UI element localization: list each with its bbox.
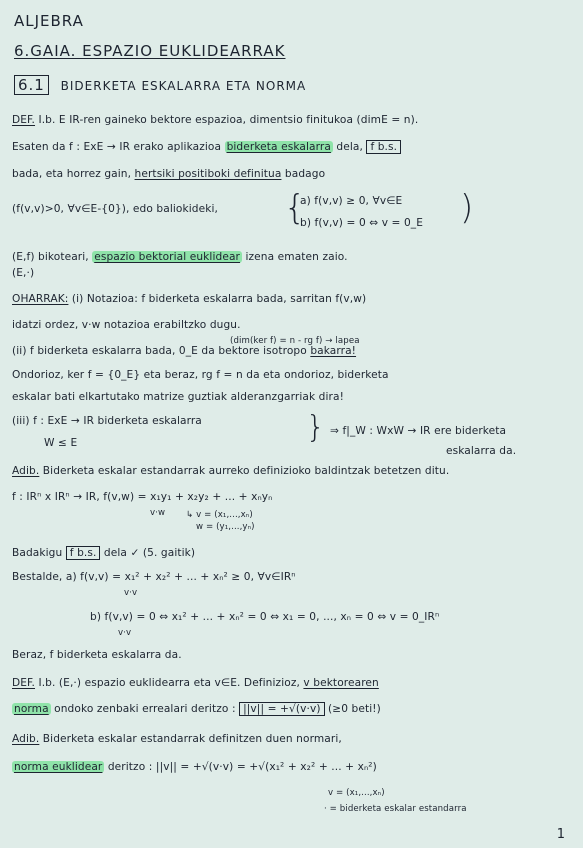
section-number: 6.1 — [14, 75, 49, 95]
note-3-line-1: (iii) f : ExE → IR biderketa eskalarra — [12, 415, 202, 427]
definition-text: I.b. E IR-ren gaineko bektore espazioa, dimentsio finitukoa (dimE = n). — [38, 114, 419, 126]
example-1-line-2: f : IRⁿ x IRⁿ → IR, f(v,w) = x₁y₁ + x₂y₂ + ... + xₙyₙ — [12, 491, 273, 503]
example-2-line-1 — [12, 732, 342, 746]
highlight-term: norma — [14, 703, 49, 715]
example-text: Biderketa eskalar estandarrak definitzen duen normari, — [42, 733, 342, 745]
definition-1-line-4: (f(v,v)>0, ∀v∈E-{0}), edo baliokideki, — [12, 203, 218, 215]
note-3-conclusion: ⇒ f|_W : WxW → IR ere biderketa — [330, 425, 507, 437]
dot-meaning: · = biderketa eskalar estandarra — [324, 804, 467, 814]
note-3-conclusion-cont: eskalarra da. — [446, 445, 517, 457]
norm-formula-box: ||v|| = +√(v·v) — [239, 702, 324, 716]
underlined-term: hertsiki positiboki definitua — [134, 168, 282, 180]
definition-1-line-6: (E,·) — [12, 267, 35, 279]
example-1-line-1 — [12, 464, 449, 478]
definition-1-line-2 — [12, 140, 401, 154]
chapter-title: 6.GAIA. ESPAZIO EUKLIDEARRAK — [14, 42, 286, 60]
example-text: dela ✓ (5. gaitik) — [103, 547, 196, 559]
note-2-cont-2: eskalar bati elkartutako matrize guztiak alderanzgarriak dira! — [12, 391, 344, 403]
definition-1-line-3 — [12, 167, 325, 181]
notes-label: OHARRAK: — [12, 293, 69, 305]
definition-1-line-5 — [12, 250, 348, 264]
page-number: 1 — [556, 827, 565, 842]
boxed-term: f b.s. — [366, 140, 401, 154]
vector-w-def: w = (y₁,...,yₙ) — [196, 522, 255, 532]
vector-v-def: ↳ v = (x₁,...,xₙ) — [186, 510, 253, 520]
left-brace: { — [284, 188, 306, 228]
condition-a: a) f(v,v) ≥ 0, ∀v∈E — [300, 195, 403, 207]
example-text: Biderketa eskalar estandarrak aurreko definizioko baldintzak betetzen ditu. — [42, 465, 450, 477]
note-1-cont: idatzi ordez, v·w notazioa erabiltzko dugu. — [12, 319, 241, 331]
right-brace: } — [306, 410, 326, 445]
example-1-line-5: b) f(v,v) = 0 ⇔ x₁² + ... + xₙ² = 0 ⇔ x₁ = 0, ..., xₙ = 0 ⇔ v = 0_IRⁿ — [90, 611, 440, 623]
dot-notation-label: v·v — [118, 628, 132, 638]
right-brace: ) — [460, 188, 474, 228]
dot-notation-label: v·w — [150, 508, 166, 518]
example-label: Adib. — [12, 733, 40, 745]
highlight-term: espazio bektorial euklidear — [94, 251, 240, 263]
section-heading — [14, 78, 306, 93]
page-title: ALJEBRA — [14, 12, 84, 30]
definition-text: (E,f) bikoteari, — [12, 251, 89, 263]
example-1-line-6: Beraz, f biderketa eskalarra da. — [12, 649, 182, 661]
condition-b: b) f(v,v) = 0 ⇔ v = 0_E — [300, 217, 424, 229]
definition-text: izena ematen zaio. — [245, 251, 348, 263]
example-text: deritzo : ||v|| = +√(v·v) = +√(x₁² + x₂² + ... + xₙ²) — [107, 761, 377, 773]
definition-text: dela, — [336, 141, 363, 153]
example-1-line-4: Bestalde, a) f(v,v) = x₁² + x₂² + ... + xₙ² ≥ 0, ∀v∈IRⁿ — [12, 571, 296, 583]
definition-text: Esaten da f : ExE → IR erako aplikazioa — [12, 141, 222, 153]
note-2-annotation: (dim(ker f) = n - rg f) → lapea — [230, 336, 360, 346]
note-3-line-2: W ≤ E — [44, 437, 78, 449]
example-text: Badakigu — [12, 547, 63, 559]
note-text: (i) Notazioa: f biderketa eskalarra bada, sarritan f(v,w) — [71, 293, 367, 305]
example-1-line-3 — [12, 546, 195, 560]
definition-text: badago — [284, 168, 326, 180]
highlight-term: biderketa eskalarra — [226, 141, 331, 153]
section-title: BIDERKETA ESKALARRA ETA NORMA — [60, 79, 307, 93]
boxed-term: f b.s. — [66, 546, 101, 560]
definition-label: DEF. — [12, 114, 36, 126]
definition-2-line-1 — [12, 676, 379, 690]
note-text: (ii) f biderketa eskalarra bada, 0_E da bektore isotropo — [12, 345, 307, 357]
definition-label: DEF. — [12, 677, 36, 689]
underlined-term: bakarra! — [310, 345, 357, 357]
definition-text: I.b. (E,·) espazio euklidearra eta v∈E. Definizioz, — [38, 677, 300, 689]
definition-1-line-1 — [12, 113, 418, 127]
underlined-term: v bektorearen — [303, 677, 379, 689]
definition-text: (≥0 beti!) — [328, 703, 381, 715]
example-2-line-2 — [12, 760, 377, 774]
note-1 — [12, 292, 366, 306]
example-label: Adib. — [12, 465, 40, 477]
definition-2-line-2 — [12, 702, 381, 716]
definition-text: bada, eta horrez gain, — [12, 168, 132, 180]
note-2-cont-1: Ondorioz, ker f = {0_E} eta beraz, rg f = n da eta ondorioz, biderketa — [12, 369, 389, 381]
dot-notation-label: v·v — [124, 588, 138, 598]
note-2 — [12, 344, 356, 358]
highlight-term: norma euklidear — [14, 761, 103, 773]
vector-v-def: v = (x₁,...,xₙ) — [328, 788, 385, 798]
definition-text: ondoko zenbaki errealari deritzo : — [54, 703, 236, 715]
